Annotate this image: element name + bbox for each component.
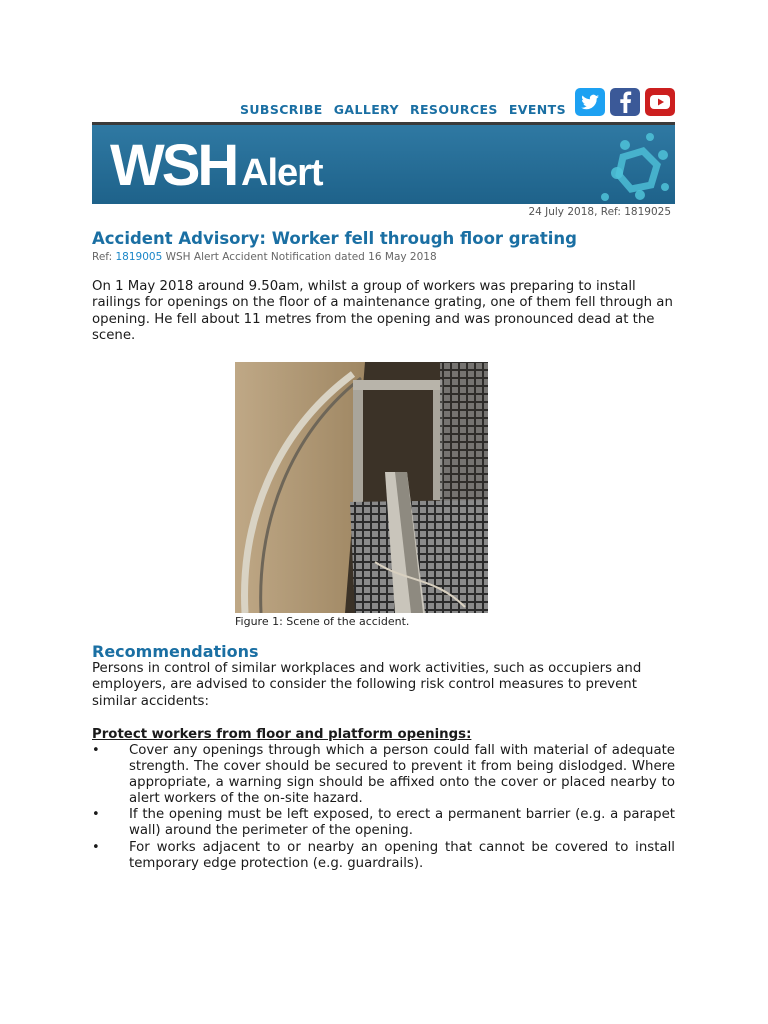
nav-resources[interactable]: RESOURCES [409,102,498,117]
recommendation-list [92,743,675,872]
list-item-text: For works adjacent to or nearby an opening that cannot be covered to install temporary edge protection (e.g. guardrails). [129,839,675,871]
list-item [92,743,675,807]
facebook-icon[interactable] [610,88,640,116]
article-title: Accident Advisory: Worker fell through floor grating [92,229,577,248]
ref-link[interactable]: 1819005 [115,251,163,263]
logo-alert: Alert [241,152,323,194]
list-item-text: Cover any openings through which a person could fall with material of adequate strength. The cover should be secured to prevent it from being dislodged. Where appropriate, a warning sign should be affixed onto the cover or placed nearby to alert workers of the on-site hazard. [129,743,675,807]
nav-events[interactable]: EVENTS [508,102,566,117]
nav-gallery[interactable]: GALLERY [333,102,399,117]
nav-subscribe[interactable]: SUBSCRIBE [239,102,323,117]
ref-label: Ref: [92,251,113,263]
intro-paragraph: On 1 May 2018 around 9.50am, whilst a group of workers was preparing to install railings for openings on the floor of a maintenance grating, one of them fell through an opening. He fell about 11 metres from the opening and was pronounced dead at the scene. [92,279,673,344]
bullet-icon: • [92,743,100,758]
list-item [92,840,675,872]
social-links [575,88,675,116]
wsh-alert-banner [92,122,675,204]
twitter-icon[interactable] [575,88,605,116]
figure-caption: Figure 1: Scene of the accident. [235,615,410,628]
bullet-icon: • [92,839,100,855]
recommendations-heading: Recommendations [92,642,259,661]
banner-decoration-icon [595,125,675,204]
protect-workers-subheading: Protect workers from floor and platform openings: [92,727,472,742]
logo-wsh: WSH [110,133,237,198]
nav-links [240,102,566,117]
date-reference: 24 July 2018, Ref: 1819025 [528,206,671,218]
bullet-icon: • [92,807,100,823]
recommendations-intro: Persons in control of similar workplaces and work activities, such as occupiers and employers, are advised to consider the following risk control measures to prevent similar accidents: [92,661,642,709]
list-item-text: If the opening must be left exposed, to erect a permanent barrier (e.g. a parapet wall) around the perimeter of the opening. [129,807,675,839]
list-item [92,807,675,839]
top-nav [92,87,675,117]
ref-description: WSH Alert Accident Notification dated 16 May 2018 [165,251,437,263]
reference-line [92,251,437,263]
accident-scene-photo [235,362,488,613]
youtube-icon[interactable] [645,88,675,116]
